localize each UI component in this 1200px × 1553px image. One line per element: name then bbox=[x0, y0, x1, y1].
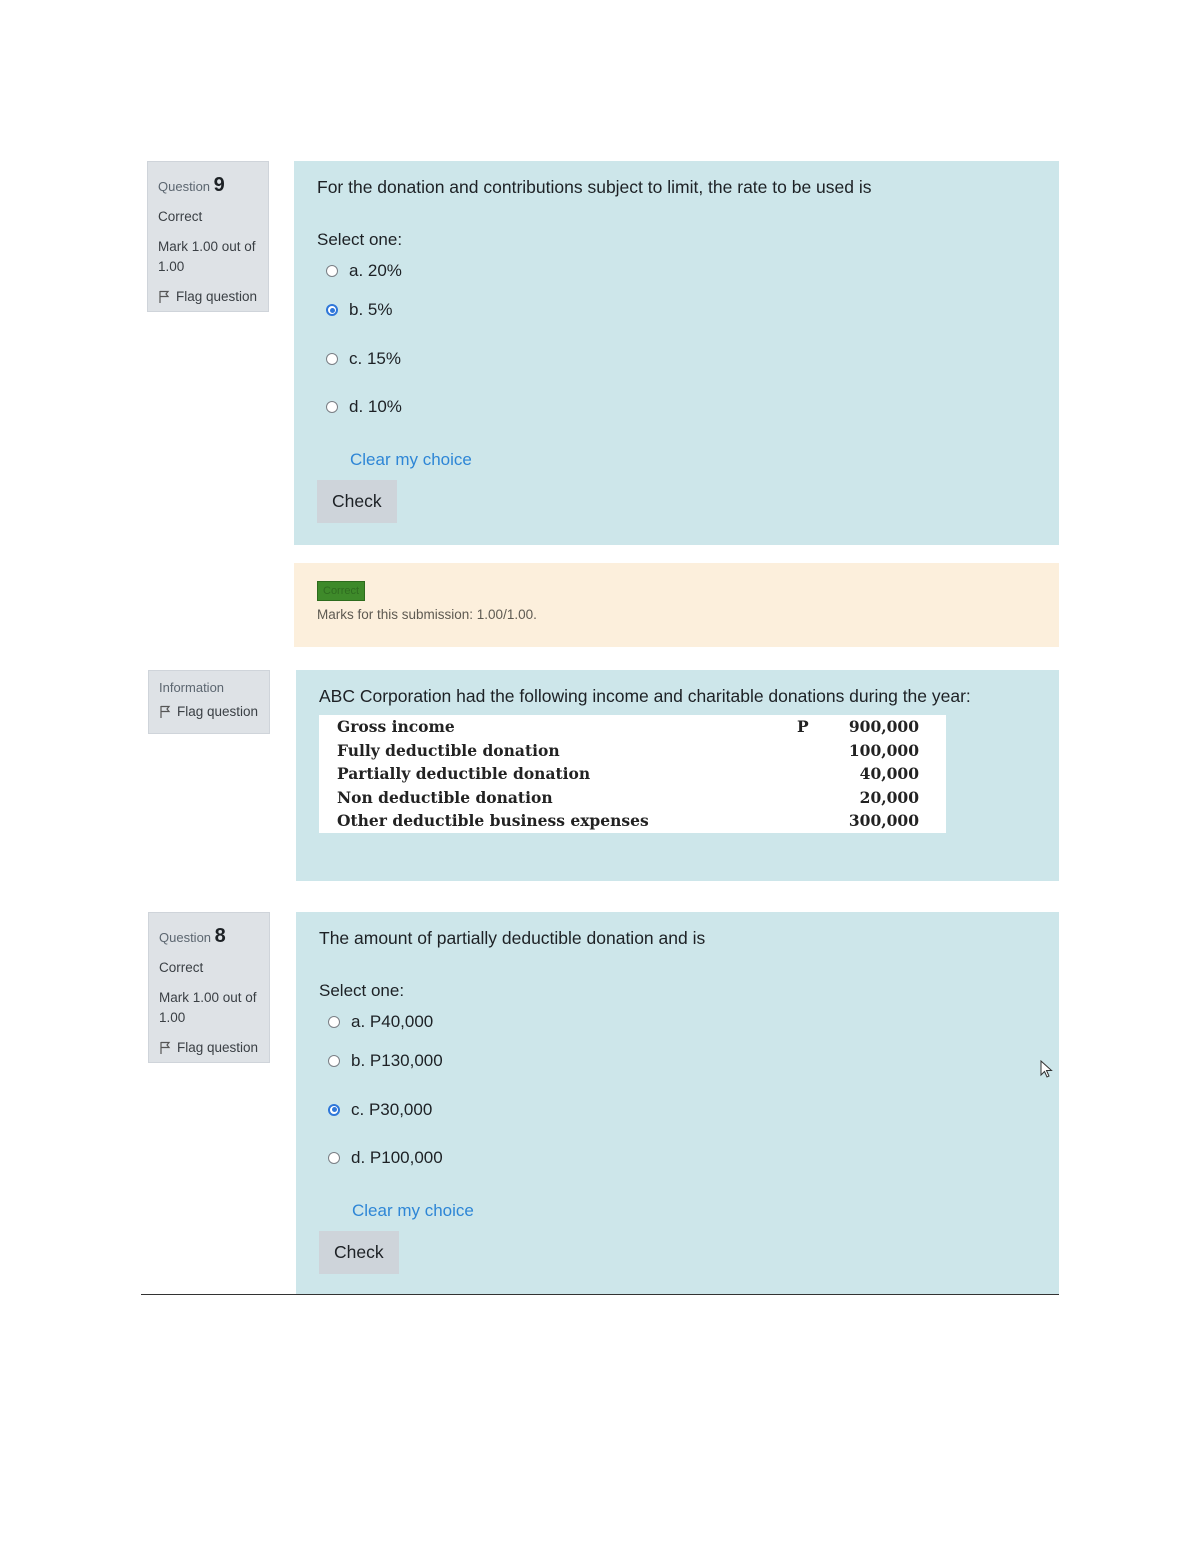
radio-icon[interactable] bbox=[328, 1016, 340, 1028]
question-state: Correct bbox=[159, 960, 204, 975]
option-a[interactable]: a. P40,000 bbox=[328, 1007, 1036, 1037]
radio-icon[interactable] bbox=[326, 265, 338, 277]
question-number: Question 8 bbox=[159, 925, 226, 947]
answer-options bbox=[317, 256, 1036, 432]
option-c[interactable]: c. P30,000 bbox=[328, 1086, 1036, 1135]
question-9-info bbox=[147, 161, 269, 312]
option-b[interactable]: b. P130,000 bbox=[328, 1037, 1036, 1086]
question-8-content bbox=[296, 912, 1059, 1295]
question-text: For the donation and contributions subject to limit, the rate to be used is bbox=[317, 177, 872, 197]
flag-question-link[interactable]: Flag question bbox=[158, 289, 258, 304]
clear-choice-link[interactable]: Clear my choice bbox=[352, 1200, 474, 1220]
question-mark: Mark 1.00 out of 1.00 bbox=[158, 239, 256, 274]
table-row: Non deductible donation 20,000 bbox=[337, 787, 919, 807]
correct-badge: Correct bbox=[317, 581, 365, 601]
option-a[interactable]: a. 20% bbox=[326, 256, 1036, 286]
flag-question-link[interactable]: Flag question bbox=[159, 1040, 259, 1055]
flag-question-link[interactable]: Flag question bbox=[159, 704, 259, 719]
information-content bbox=[296, 670, 1059, 881]
information-label: Information bbox=[159, 680, 225, 695]
question-9-feedback bbox=[294, 563, 1059, 647]
radio-icon[interactable] bbox=[328, 1104, 340, 1116]
mouse-pointer-icon bbox=[1040, 1060, 1054, 1080]
table-row: Other deductible business expenses 300,000 bbox=[337, 811, 919, 831]
clear-choice-link[interactable]: Clear my choice bbox=[350, 449, 472, 469]
question-9-content bbox=[294, 161, 1059, 545]
answer-options bbox=[319, 1007, 1036, 1183]
select-one-prompt: Select one: bbox=[317, 230, 403, 249]
radio-icon[interactable] bbox=[326, 353, 338, 365]
table-row: Gross income P 900,000 bbox=[337, 717, 919, 737]
radio-icon[interactable] bbox=[326, 304, 338, 316]
question-number: Question 9 bbox=[158, 174, 225, 196]
check-button[interactable]: Check bbox=[319, 1231, 399, 1274]
table-row: Partially deductible donation 40,000 bbox=[337, 764, 919, 784]
donation-table bbox=[319, 715, 946, 833]
radio-icon[interactable] bbox=[328, 1152, 340, 1164]
question-text: The amount of partially deductible donation and is bbox=[319, 928, 706, 948]
option-d[interactable]: d. P100,000 bbox=[328, 1134, 1036, 1183]
submission-marks: Marks for this submission: 1.00/1.00. bbox=[317, 607, 537, 622]
check-button[interactable]: Check bbox=[317, 480, 397, 523]
question-mark: Mark 1.00 out of 1.00 bbox=[159, 990, 257, 1025]
flag-icon bbox=[158, 290, 170, 304]
flag-icon bbox=[159, 1041, 171, 1055]
table-row: Fully deductible donation 100,000 bbox=[337, 740, 919, 760]
flag-icon bbox=[159, 705, 171, 719]
question-state: Correct bbox=[158, 209, 203, 224]
radio-icon[interactable] bbox=[328, 1055, 340, 1067]
option-d[interactable]: d. 10% bbox=[326, 383, 1036, 432]
select-one-prompt: Select one: bbox=[319, 981, 405, 1000]
option-c[interactable]: c. 15% bbox=[326, 335, 1036, 384]
information-info bbox=[148, 670, 270, 734]
question-8-info bbox=[148, 912, 270, 1063]
option-b[interactable]: b. 5% bbox=[326, 286, 1036, 335]
radio-icon[interactable] bbox=[326, 401, 338, 413]
bottom-divider bbox=[141, 1294, 1059, 1295]
information-text: ABC Corporation had the following income and charitable donations during the year: bbox=[319, 686, 971, 706]
